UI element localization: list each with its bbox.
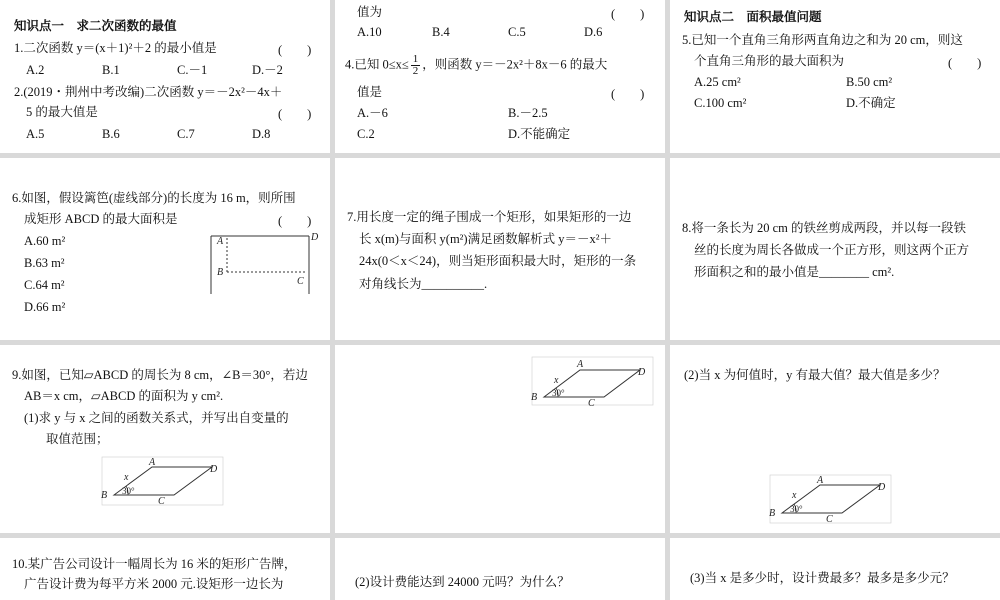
q6-option-d: D.66 m² (24, 300, 66, 314)
panel-q10-part2 (335, 538, 665, 600)
panel-q8 (670, 158, 1000, 340)
q4-line1 (345, 54, 607, 77)
fraction-denominator: 2 (412, 65, 419, 77)
q7-line2: 长 x(m)与面积 y(m²)满足函数解析式 y＝－x²＋ (359, 232, 612, 246)
q1-option-c: C.－1 (177, 63, 208, 77)
q3-tail: 值为 (357, 5, 383, 19)
vertex-b-label: B (769, 508, 776, 519)
parallelogram-figure (100, 455, 225, 507)
panel-q9-part2 (670, 345, 1000, 533)
q6-line1: 6.如图，假设篱笆(虚线部分)的长度为 16 m，则所围 (12, 191, 296, 205)
vertex-d-label: D (878, 482, 886, 493)
q9-line1: 9.如图，已知▱ABCD 的周长为 8 cm，∠B＝30°，若边 (12, 368, 308, 382)
q2-line2: 5 的最大值是 (26, 105, 98, 119)
q4-option-c: C.2 (357, 127, 375, 141)
q6-option-c: C.64 m² (24, 278, 65, 292)
q2-option-d: D.8 (252, 127, 271, 141)
q1-option-a: A.2 (26, 63, 45, 77)
q3-option-a: A.10 (357, 25, 382, 39)
vertex-b-label: B (101, 490, 108, 501)
q5-line1: 5.已知一个直角三角形两直角边之和为 20 cm，则这 (682, 33, 963, 47)
vertex-c-label: C (158, 496, 165, 507)
q9-line2: AB＝x cm，▱ABCD 的面积为 y cm². (24, 389, 224, 403)
q10-line2: 广告设计费为每平方米 2000 元.设矩形一边长为 (24, 577, 284, 591)
fraction-half (411, 54, 421, 77)
q4-option-d: D.不能确定 (508, 127, 571, 141)
panel-q9 (0, 345, 330, 533)
side-x-label: x (124, 472, 129, 483)
vertex-a-label: A (817, 475, 824, 486)
section-header: 知识点一 求二次函数的最值 (14, 18, 177, 33)
vertex-c-label: C (297, 276, 304, 287)
vertex-d-label: D (638, 367, 646, 378)
q5-option-d: D.不确定 (846, 96, 896, 110)
q4-answer-paren: ( ) (611, 87, 645, 101)
vertex-c-label: C (826, 514, 833, 525)
q7-line4: 对角线长为__________. (359, 277, 488, 291)
panel-q6 (0, 158, 330, 340)
q2-option-b: B.6 (102, 127, 120, 141)
q1-stem: 1.二次函数 y＝(x＋1)²＋2 的最小值是 (14, 41, 217, 55)
vertex-a-label: A (577, 359, 584, 370)
q2-option-a: A.5 (26, 127, 45, 141)
q1-option-d: D.－2 (252, 63, 283, 77)
q2-line1: 2.(2019・荆州中考改编)二次函数 y＝－2x²－4x＋ (14, 85, 283, 99)
q9-sub1-line2: 取值范围； (46, 432, 109, 446)
q8-line3: 形面积之和的最小值是________ cm². (694, 265, 895, 279)
q1-answer-paren: ( ) (278, 43, 312, 57)
q2-option-c: C.7 (177, 127, 195, 141)
parallelogram-figure (530, 355, 655, 407)
q5-option-a: A.25 cm² (694, 75, 741, 89)
vertex-b-label: B (217, 267, 224, 278)
q3-answer-paren: ( ) (611, 7, 645, 21)
q6-option-a: A.60 m² (24, 234, 66, 248)
vertex-c-label: C (588, 398, 595, 407)
q8-line1: 8.将一条长为 20 cm 的铁丝剪成两段，并以每一段铁 (682, 221, 967, 235)
vertex-b-label: B (531, 392, 538, 403)
panel-q10 (0, 538, 330, 600)
section-header: 知识点二 面积最值问题 (684, 9, 822, 24)
q5-line2: 个直角三角形的最大面积为 (694, 54, 845, 68)
q10-line1: 10.某广告公司设计一幅周长为 16 米的矩形广告牌， (12, 557, 297, 571)
panel-q3-q4 (335, 0, 665, 153)
q3-option-c: C.5 (508, 25, 526, 39)
panel-knowledge-2 (670, 0, 1000, 153)
vertex-d-label: D (210, 464, 218, 475)
q4-option-b: B.－2.5 (508, 106, 548, 120)
q9-sub1-line1: (1)求 y 与 x 之间的函数关系式，并写出自变量的 (24, 411, 289, 425)
q5-answer-paren: ( ) (948, 56, 982, 70)
q2-answer-paren: ( ) (278, 107, 312, 121)
q9-sub2: (2)当 x 为何值时，y 有最大值？最大值是多少？ (684, 368, 946, 382)
vertex-a-label: A (217, 236, 224, 247)
fraction-numerator: 1 (412, 53, 419, 65)
q7-line3: 24x(0＜x＜24)，则当矩形面积最大时，矩形的一条 (359, 254, 637, 268)
parallelogram-figure (768, 473, 893, 525)
q6-answer-paren: ( ) (278, 214, 312, 228)
panel-q10-part3 (670, 538, 1000, 600)
panel-knowledge-1 (0, 0, 330, 153)
angle-label: 30° (552, 388, 565, 398)
panel-q7 (335, 158, 665, 340)
q3-option-b: B.4 (432, 25, 450, 39)
q10-sub3: (3)当 x 是多少时，设计费最多？最多是多少元？ (690, 571, 955, 585)
q5-option-b: B.50 cm² (846, 75, 893, 89)
q10-sub2: (2)设计费能达到 24000 元吗？为什么？ (355, 575, 570, 589)
q8-line2: 丝的长度为周长各做成一个正方形，则这两个正方 (694, 243, 970, 257)
q4-option-a: A.－6 (357, 106, 388, 120)
vertex-a-label: A (149, 457, 156, 468)
fence-rectangle-figure (205, 230, 325, 300)
q7-line1: 7.用长度一定的绳子围成一个矩形，如果矩形的一边 (347, 210, 632, 224)
q4-line1-start: 4.已知 0≤x≤ (345, 57, 409, 72)
q1-option-b: B.1 (102, 63, 120, 77)
side-x-label: x (792, 490, 797, 501)
angle-label: 30° (122, 486, 135, 496)
side-x-label: x (554, 375, 559, 386)
panel-q9-figure (335, 345, 665, 533)
angle-label: 30° (790, 504, 803, 514)
q4-line2: 值是 (357, 85, 383, 99)
q4-line1-end: ，则函数 y＝－2x²＋8x－6 的最大 (422, 57, 608, 72)
vertex-d-label: D (311, 232, 319, 243)
q6-option-b: B.63 m² (24, 256, 65, 270)
q5-option-c: C.100 cm² (694, 96, 747, 110)
q3-option-d: D.6 (584, 25, 603, 39)
q6-line2: 成矩形 ABCD 的最大面积是 (24, 212, 178, 226)
